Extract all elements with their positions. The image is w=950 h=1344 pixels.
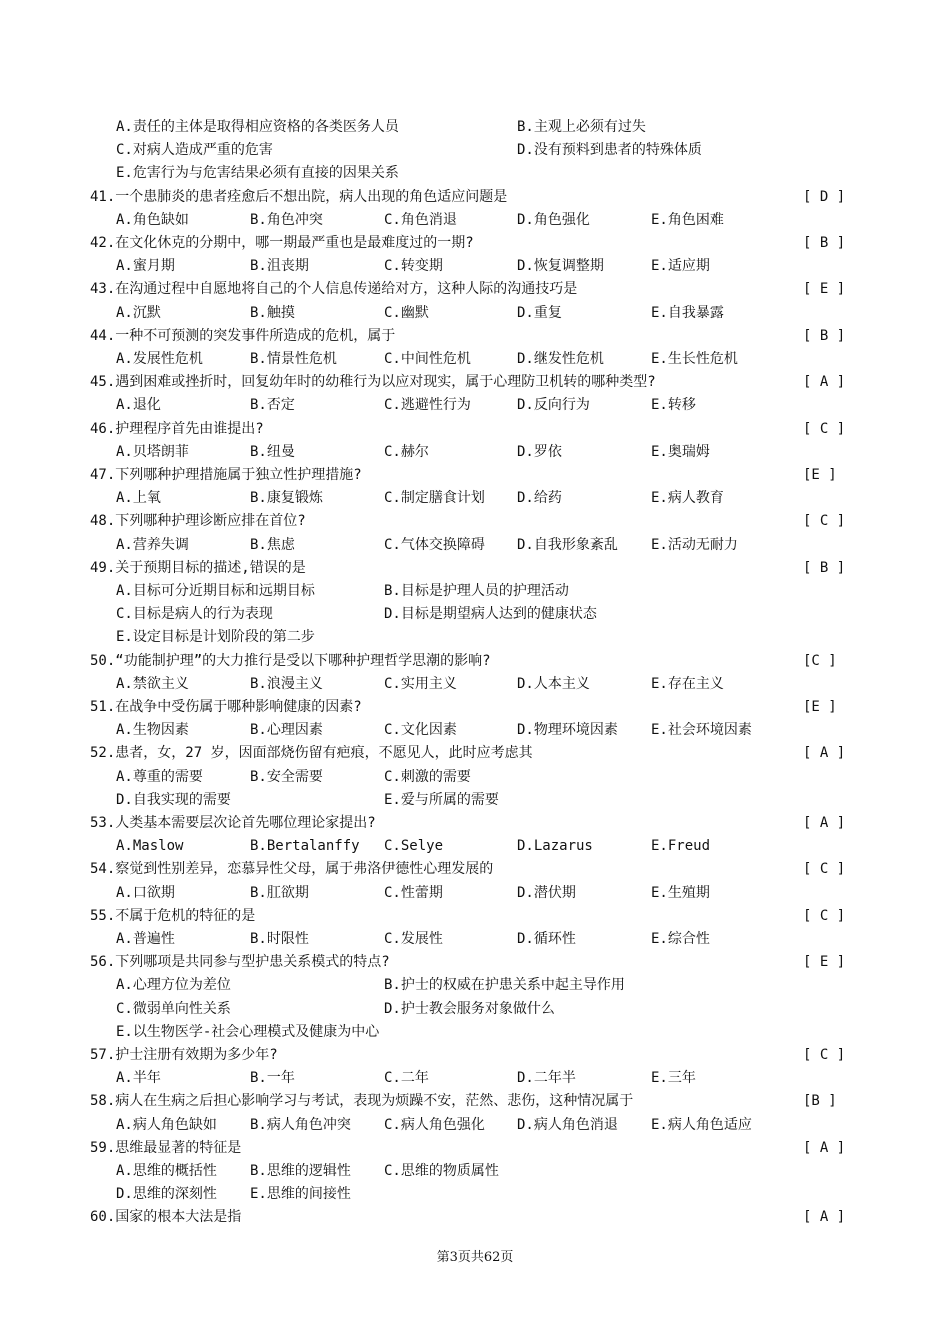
line-text: B.情景性危机 (250, 351, 337, 367)
text-line (0, 742, 950, 765)
line-text: C.思维的物质属性 (384, 1163, 499, 1179)
text-line (0, 1206, 950, 1229)
line-text: C.对病人造成严重的危害 (116, 142, 273, 159)
line-text: D.重复 (517, 304, 562, 321)
line-text: C.制定膳食计划 (384, 490, 485, 507)
line-text: 41.一个患肺炎的患者痊愈后不想出院，病人出现的角色适应问题是 (90, 188, 508, 205)
line-text: E.生殖期 (651, 884, 710, 901)
line-text: D.罗依 (517, 443, 562, 460)
text-line (0, 858, 950, 881)
line-text: C.赫尔 (384, 443, 429, 460)
line-text: B.主观上必须有过失 (517, 119, 646, 135)
text-line (0, 418, 950, 441)
answer-key: [ B ] (803, 559, 846, 576)
line-text: D.护士教会服务对象做什么 (384, 1000, 555, 1017)
line-text: E.社会环境因素 (651, 722, 752, 739)
line-text: B.时限性 (250, 931, 309, 947)
line-text: E.Freud (651, 838, 711, 855)
line-text: C.逃避性行为 (384, 397, 471, 414)
text-line (0, 162, 950, 185)
text-line (0, 835, 950, 858)
line-text: E.以生物医学-社会心理模式及健康为中心 (116, 1023, 380, 1040)
answer-key: [ C ] (803, 907, 846, 924)
line-text: D.自我实现的需要 (116, 791, 231, 808)
line-text: B.心理因素 (250, 722, 323, 739)
line-text: C.发展性 (384, 931, 443, 947)
line-text: A.角色缺如 (116, 211, 189, 228)
text-line (0, 789, 950, 812)
answer-key: [ C ] (803, 1047, 846, 1063)
line-text: A.沉默 (116, 304, 161, 321)
line-text: 47.下列哪种护理措施属于独立性护理措施? (90, 467, 362, 483)
line-text: 44.一种不可预测的突发事件所造成的危机，属于 (90, 327, 396, 344)
line-text: A.禁欲主义 (116, 675, 189, 692)
answer-key: [ C ] (803, 861, 846, 878)
text-line (0, 1183, 950, 1206)
line-text: B.焦虑 (250, 536, 295, 553)
line-text: 49.关于预期目标的描述,错误的是 (90, 559, 306, 576)
text-line (0, 510, 950, 533)
line-text: 46.护理程序首先由谁提出? (90, 420, 264, 437)
answer-key: [ C ] (803, 420, 846, 437)
line-text: 56.下列哪项是共同参与型护患关系模式的特点? (90, 954, 390, 971)
line-text: C.微弱单向性关系 (116, 1000, 231, 1017)
line-text: E.综合性 (651, 931, 710, 947)
line-text: D.给药 (517, 490, 562, 507)
text-line (0, 998, 950, 1021)
answer-key: [ A ] (803, 1139, 846, 1156)
line-text: A.Maslow (116, 838, 184, 855)
line-text: C.文化因素 (384, 722, 457, 739)
line-text: B.纽曼 (250, 443, 295, 460)
text-line (0, 603, 950, 626)
text-line (0, 232, 950, 255)
line-text: 60.国家的根本大法是指 (90, 1209, 242, 1226)
line-text: 52.患者，女，27 岁，因面部烧伤留有疤痕，不愿见人，此时应考虑其 (90, 745, 533, 762)
answer-key: [E ] (803, 467, 837, 483)
line-text: E.三年 (651, 1070, 696, 1087)
line-text: E.自我暴露 (651, 304, 724, 321)
line-text: B.否定 (250, 397, 295, 414)
answer-key: [ D ] (803, 188, 846, 205)
line-text: B.Bertalanffy (250, 838, 360, 855)
line-text: 51.在战争中受伤属于哪种影响健康的因素? (90, 699, 362, 715)
text-line (0, 766, 950, 789)
text-line (0, 812, 950, 835)
line-text: A.退化 (116, 397, 161, 414)
line-text: 48.下列哪种护理诊断应排在首位? (90, 513, 306, 530)
line-text: C.转变期 (384, 258, 443, 275)
line-text: D.二年半 (517, 1070, 576, 1087)
line-text: E.转移 (651, 397, 696, 414)
line-text: 57.护士注册有效期为多少年? (90, 1047, 278, 1063)
line-text: D.思维的深刻性 (116, 1186, 217, 1203)
text-line (0, 255, 950, 278)
line-text: E.爱与所属的需要 (384, 791, 499, 808)
line-text: E.奥瑞姆 (651, 443, 710, 460)
text-line (0, 139, 950, 162)
text-line (0, 974, 950, 997)
line-text: C.气体交换障碍 (384, 536, 485, 553)
text-line (0, 1137, 950, 1160)
line-text: D.人本主义 (517, 675, 590, 692)
line-text: C.刺激的需要 (384, 768, 471, 785)
answer-key: [ B ] (803, 327, 846, 344)
text-line (0, 302, 950, 325)
line-text: E.适应期 (651, 258, 710, 275)
line-text: 55.不属于危机的特征的是 (90, 907, 256, 924)
line-text: 50.“功能制护理”的大力推行是受以下哪种护理哲学思潮的影响? (90, 652, 491, 669)
text-line (0, 580, 950, 603)
answer-key: [ B ] (803, 235, 846, 251)
line-text: C.中间性危机 (384, 351, 471, 367)
text-line (0, 626, 950, 649)
line-text: A.发展性危机 (116, 351, 203, 367)
text-line (0, 719, 950, 742)
line-text: E.思维的间接性 (250, 1186, 351, 1203)
line-text: 54.察觉到性别差异，恋慕异性父母，属于弗洛伊德性心理发展的 (90, 861, 494, 878)
line-text: E.设定目标是计划阶段的第二步 (116, 629, 315, 646)
answer-key: [ E ] (803, 954, 846, 971)
line-text: C.Selye (384, 838, 444, 855)
line-text: B.病人角色冲突 (250, 1116, 351, 1133)
line-text: A.心理方位为差位 (116, 977, 231, 994)
line-text: A.病人角色缺如 (116, 1116, 217, 1133)
text-line (0, 325, 950, 348)
answer-key: [ E ] (803, 281, 846, 298)
line-text: A.半年 (116, 1070, 161, 1087)
answer-key: [ C ] (803, 513, 846, 530)
text-line (0, 487, 950, 510)
line-text: D.潜伏期 (517, 884, 576, 901)
answer-key: [ A ] (803, 745, 846, 762)
answer-key: [ A ] (803, 815, 846, 831)
text-line (0, 371, 950, 394)
text-line (0, 1044, 950, 1067)
line-text: C.性蕾期 (384, 884, 443, 901)
text-line (0, 557, 950, 580)
text-line (0, 464, 950, 487)
line-text: A.口欲期 (116, 884, 175, 901)
text-line (0, 1114, 950, 1137)
line-text: C.幽默 (384, 304, 429, 321)
line-text: 42.在文化休克的分期中，哪一期最严重也是最难度过的一期? (90, 235, 474, 251)
text-line (0, 1021, 950, 1044)
answer-key: [ A ] (803, 1209, 846, 1226)
line-text: E.病人教育 (651, 490, 724, 507)
line-text: C.病人角色强化 (384, 1116, 485, 1133)
text-line (0, 1067, 950, 1090)
line-text: D.继发性危机 (517, 351, 604, 367)
text-line (0, 1090, 950, 1113)
line-text: B.一年 (250, 1070, 295, 1087)
text-line (0, 348, 950, 371)
line-text: E.生长性危机 (651, 351, 738, 367)
line-text: A.尊重的需要 (116, 768, 203, 785)
page-footer: 第3页共62页 (436, 1250, 514, 1265)
line-text: E.角色困难 (651, 211, 724, 228)
line-text: C.目标是病人的行为表现 (116, 606, 273, 623)
line-text: B.康复锻炼 (250, 490, 323, 507)
text-line (0, 394, 950, 417)
line-text: B.安全需要 (250, 768, 323, 785)
line-text: 43.在沟通过程中自愿地将自己的个人信息传递给对方，这种人际的沟通技巧是 (90, 281, 578, 298)
line-text: A.思维的概括性 (116, 1163, 217, 1179)
line-text: A.目标可分近期目标和远期目标 (116, 583, 315, 599)
line-text: 59.思维最显著的特征是 (90, 1139, 242, 1156)
line-text: D.没有预料到患者的特殊体质 (517, 142, 702, 159)
text-line (0, 534, 950, 557)
text-line (0, 1160, 950, 1183)
line-text: D.恢复调整期 (517, 258, 604, 275)
line-text: 53.人类基本需要层次论首先哪位理论家提出? (90, 815, 376, 831)
text-line (0, 928, 950, 951)
line-text: D.角色强化 (517, 211, 590, 228)
line-text: A.贝塔朗菲 (116, 443, 189, 460)
line-text: B.浪漫主义 (250, 675, 323, 692)
text-line (0, 116, 950, 139)
line-text: A.蜜月期 (116, 258, 175, 275)
text-line (0, 209, 950, 232)
line-text: A.营养失调 (116, 536, 189, 553)
line-text: B.触摸 (250, 304, 295, 321)
line-text: D.物理环境因素 (517, 722, 618, 739)
line-text: B.肛欲期 (250, 884, 309, 901)
line-text: D.自我形象紊乱 (517, 536, 618, 553)
line-text: D.病人角色消退 (517, 1116, 618, 1133)
line-text: 45.遇到困难或挫折时，回复幼年时的幼稚行为以应对现实，属于心理防卫机转的哪种类型? (90, 374, 656, 391)
text-line (0, 905, 950, 928)
line-text: 58.病人在生病之后担心影响学习与考试，表现为烦躁不安，茫然、悲伤，这种情况属于 (90, 1093, 634, 1110)
line-text: B.角色冲突 (250, 211, 323, 228)
line-text: D.Lazarus (517, 838, 593, 855)
answer-key: [E ] (803, 699, 837, 715)
text-line (0, 951, 950, 974)
text-line (0, 650, 950, 673)
line-text: C.实用主义 (384, 675, 457, 692)
line-text: E.危害行为与危害结果必须有直接的因果关系 (116, 165, 399, 182)
line-text: A.普遍性 (116, 931, 175, 947)
line-text: A.上氧 (116, 490, 161, 507)
text-line (0, 673, 950, 696)
line-text: B.思维的逻辑性 (250, 1163, 351, 1179)
line-text: E.存在主义 (651, 675, 724, 692)
line-text: E.病人角色适应 (651, 1116, 752, 1133)
line-text: D.目标是期望病人达到的健康状态 (384, 606, 597, 623)
line-text: C.二年 (384, 1070, 429, 1087)
text-line (0, 882, 950, 905)
text-line (0, 441, 950, 464)
answer-key: [C ] (803, 652, 837, 669)
line-text: C.角色消退 (384, 211, 457, 228)
line-text: B.沮丧期 (250, 258, 309, 275)
text-line (0, 696, 950, 719)
answer-key: [ A ] (803, 374, 846, 391)
line-text: A.责任的主体是取得相应资格的各类医务人员 (116, 119, 399, 135)
line-text: D.循环性 (517, 931, 576, 947)
line-text: E.活动无耐力 (651, 536, 738, 553)
text-line (0, 278, 950, 301)
line-text: B.目标是护理人员的护理活动 (384, 583, 569, 599)
line-text: A.生物因素 (116, 722, 189, 739)
line-text: B.护士的权威在护患关系中起主导作用 (384, 977, 625, 994)
line-text: D.反向行为 (517, 397, 590, 414)
text-line (0, 186, 950, 209)
answer-key: [B ] (803, 1093, 837, 1110)
